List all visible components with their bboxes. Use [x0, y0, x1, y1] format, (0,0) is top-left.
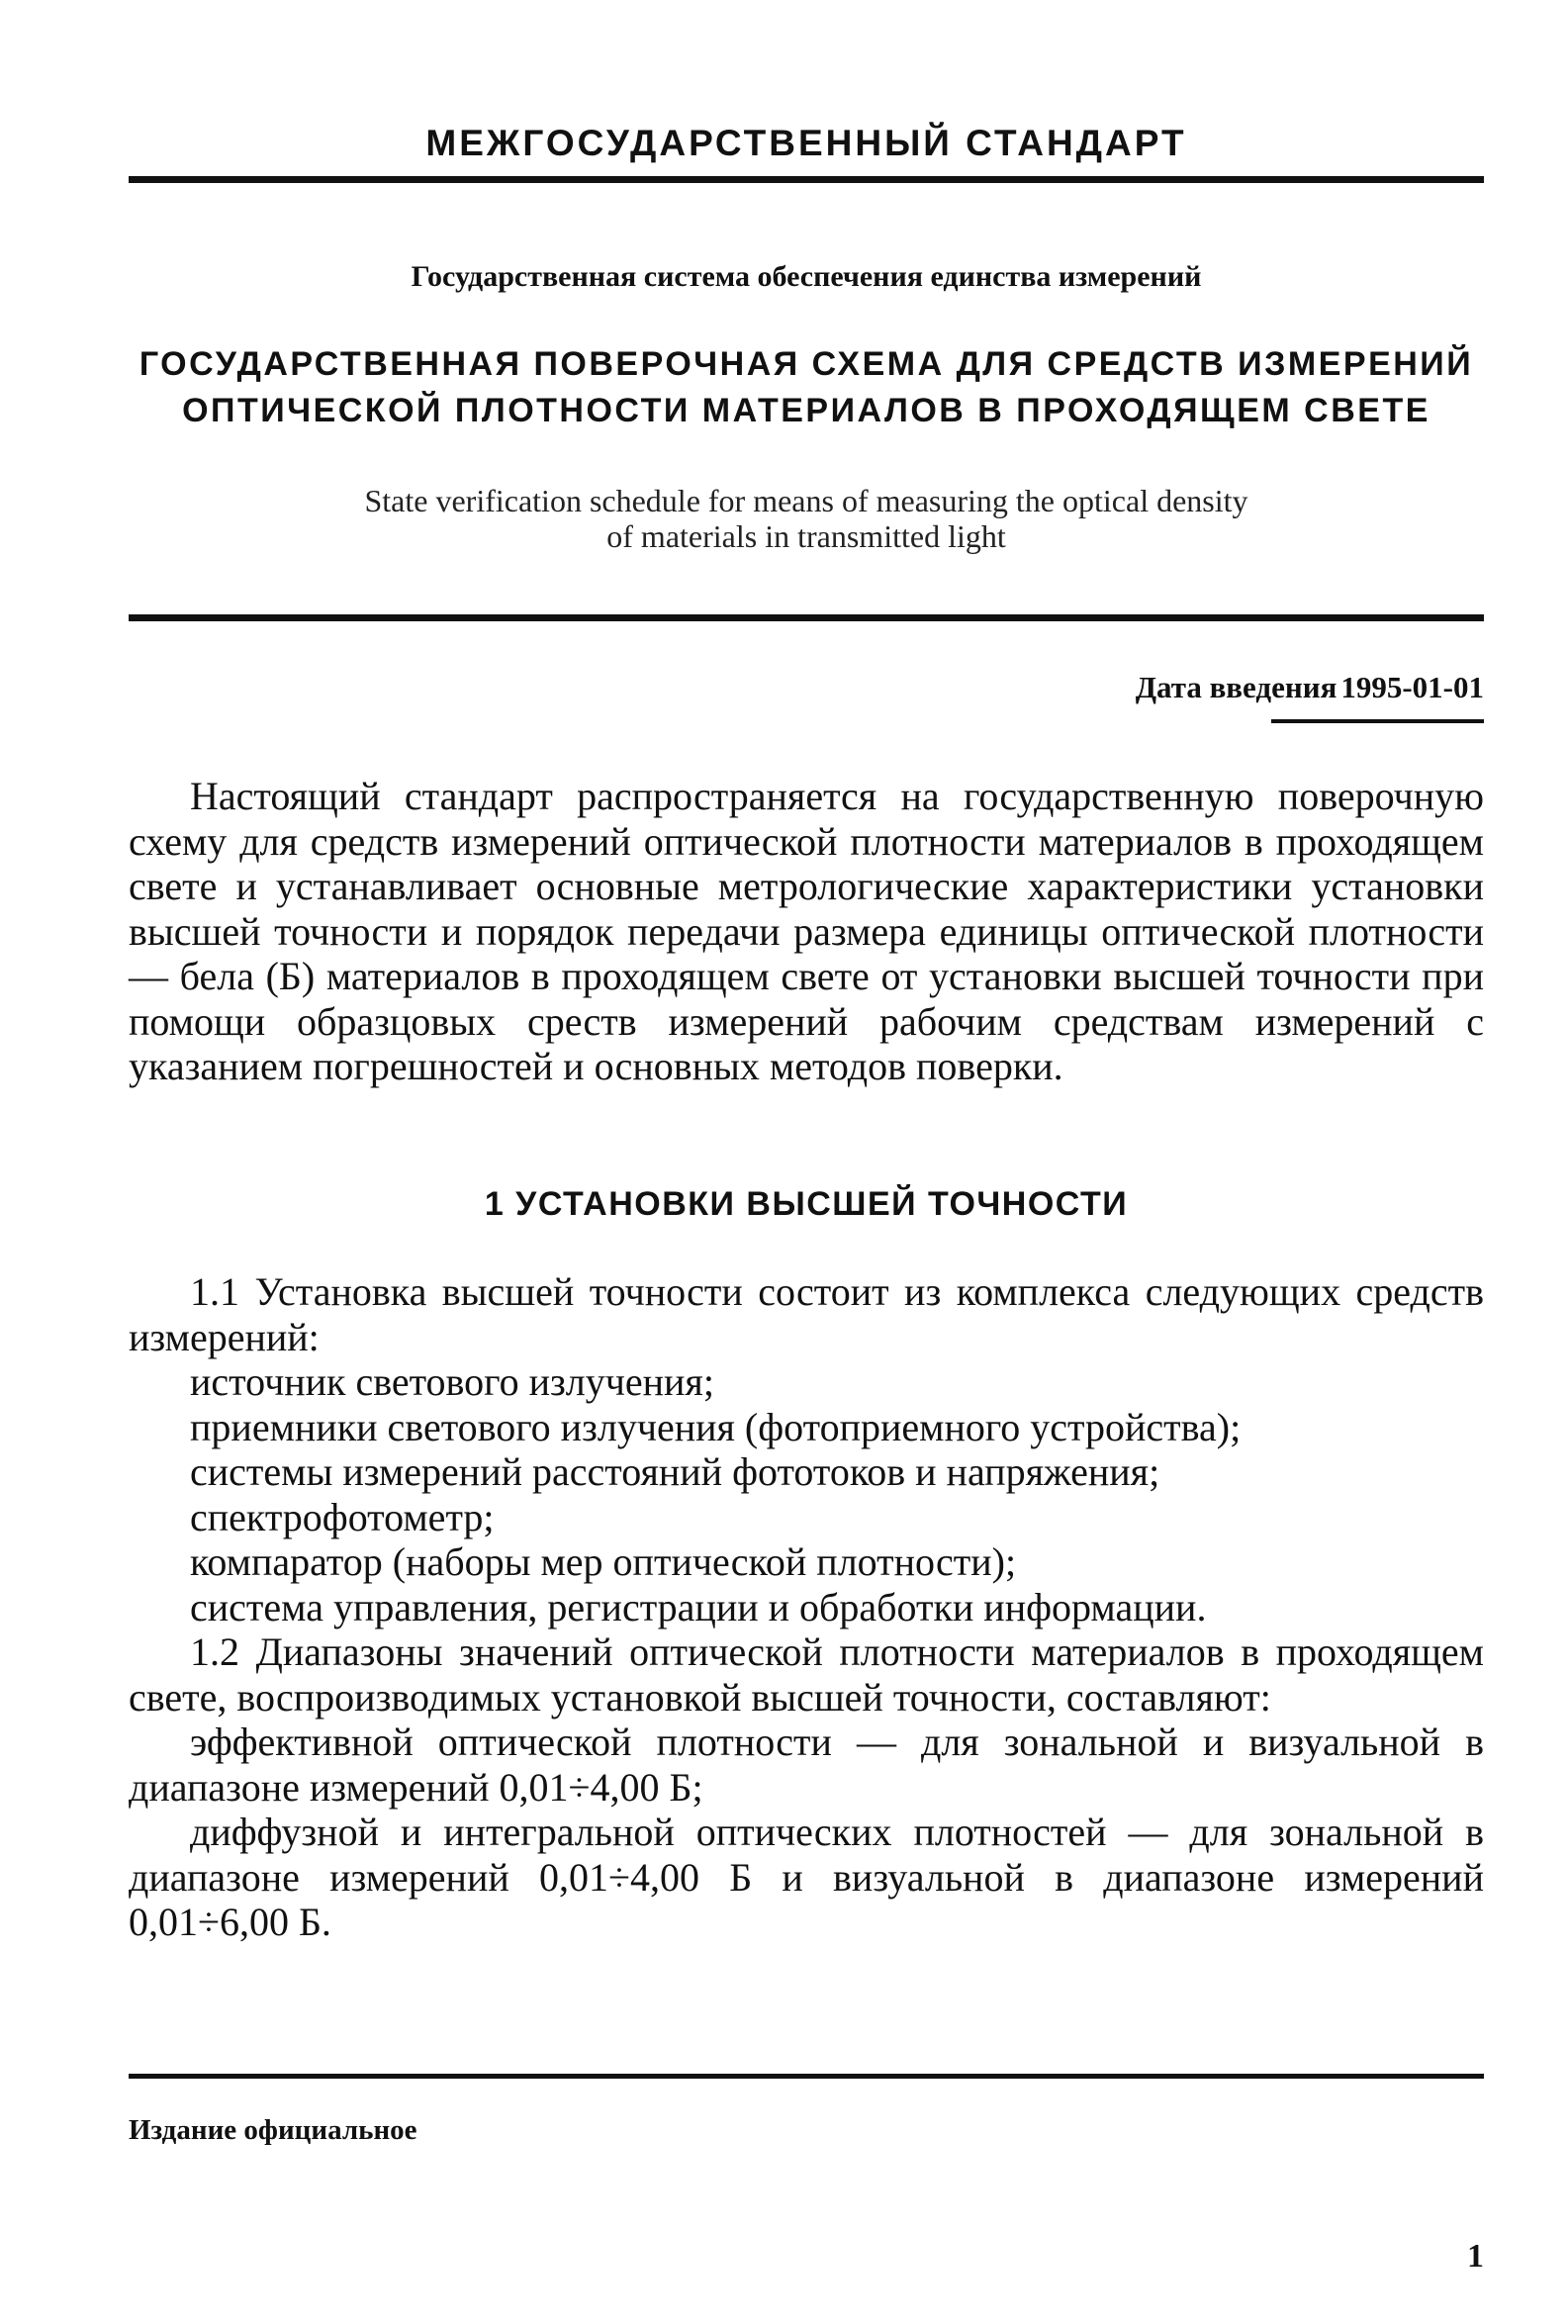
- edition-label: Издание официальное: [129, 2114, 417, 2146]
- main-title-line-1: ГОСУДАРСТВЕННАЯ ПОВЕРОЧНАЯ СХЕМА ДЛЯ СРЕДСТВ ИЗМЕРЕНИЙ: [138, 345, 1474, 383]
- paragraph-1-2: 1.2 Диапазоны значений оптической плотности материалов в проходящем свете, воспроизводимых установкой высшей точности, составляют:: [129, 1629, 1484, 1720]
- list-item: приемники светового излучения (фотоприемного устройства);: [190, 1404, 1242, 1449]
- english-title-line-1: State verification schedule for means of measuring the optical density: [364, 483, 1248, 518]
- introduction-date: [1136, 670, 1484, 705]
- system-title: Государственная система обеспечения единства измерений: [411, 260, 1202, 293]
- title-rule: [129, 614, 1484, 621]
- footer-rule: [129, 2074, 1484, 2079]
- list-item: спектрофотометр;: [190, 1494, 495, 1539]
- date-value: 1995-01-01: [1340, 670, 1484, 704]
- header-rule: [129, 176, 1484, 183]
- paragraph-effective-density: эффективной оптической плотности — для зональной и визуальной в диапазоне измерений 0,01÷4,00 Б;: [129, 1720, 1484, 1810]
- list-item: системы измерений расстояний фототоков и напряжения;: [190, 1449, 1160, 1494]
- section-heading: 1 УСТАНОВКИ ВЫСШЕЙ ТОЧНОСТИ: [484, 1185, 1129, 1223]
- intro-paragraph: Настоящий стандарт распространяется на государственную поверочную схему для средств измерений оптической плотности материалов в проходящем свете и устанавливает основные метрологические характеристики установки высшей точности и порядок передачи размера единицы оптической плотности — бела (Б) материалов в проходящем свете от установки высшей точности при помощи образцовых среств измерений рабочим средствам измерений с указанием погрешностей и основных методов поверки.: [129, 774, 1484, 1088]
- standard-header: МЕЖГОСУДАРСТВЕННЫЙ СТАНДАРТ: [425, 123, 1187, 163]
- paragraph-diffuse-density: диффузной и интегральной оптических плотностей — для зональной в диапазоне измерений 0,01÷4,00 Б и визуальной в диапазоне измерений 0,01÷6,00 Б.: [129, 1810, 1484, 1944]
- paragraph-1-1: 1.1 Установка высшей точности состоит из комплекса следующих средств измерений:: [129, 1269, 1484, 1359]
- english-title-line-2: of materials in transmitted light: [606, 518, 1006, 554]
- list-item: компаратор (наборы мер оптической плотности);: [190, 1539, 1017, 1584]
- main-title-line-2: ОПТИЧЕСКОЙ ПЛОТНОСТИ МАТЕРИАЛОВ В ПРОХОДЯЩЕМ СВЕТЕ: [182, 392, 1430, 429]
- page-number: 1: [1467, 2238, 1484, 2275]
- main-title: [129, 341, 1484, 434]
- date-underline: [1271, 719, 1484, 723]
- english-title: [129, 483, 1484, 554]
- list-item: источник светового излучения;: [190, 1359, 714, 1404]
- date-label: Дата введения: [1135, 670, 1337, 704]
- list-item: система управления, регистрации и обработки информации.: [190, 1584, 1207, 1629]
- section-1-body: [129, 1269, 1484, 1945]
